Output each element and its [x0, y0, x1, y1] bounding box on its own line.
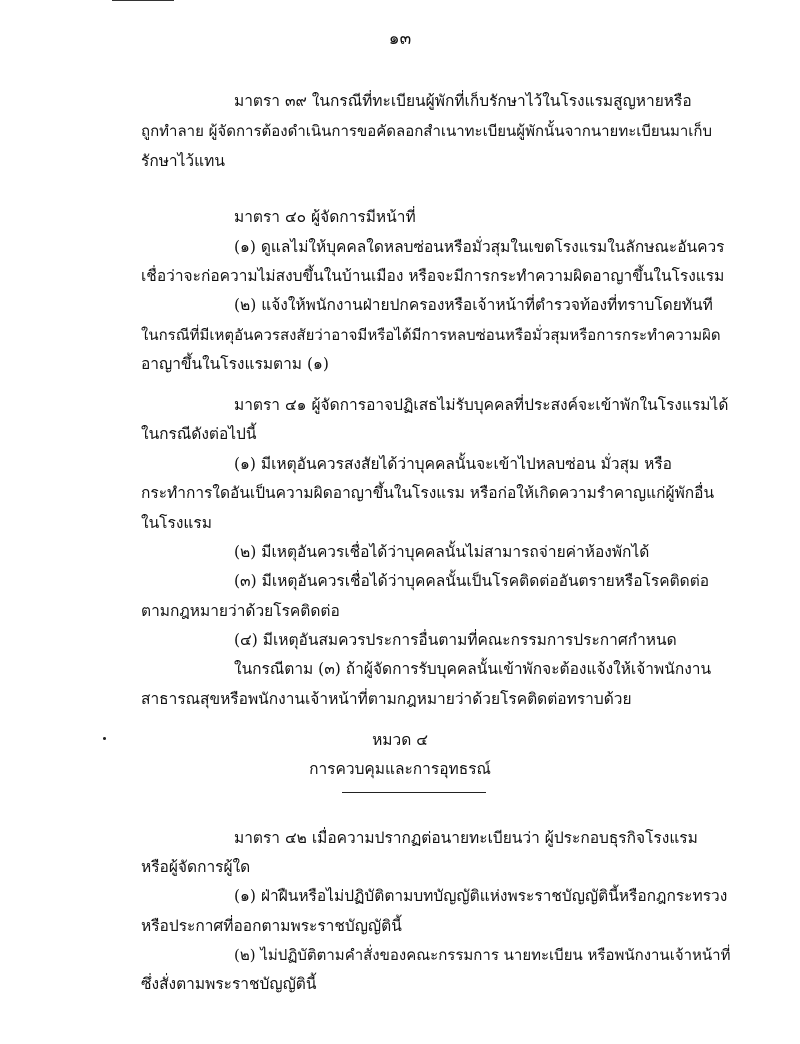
page-number: ๑๓ [388, 29, 412, 49]
section-40-line-3: เชื่อว่าจะก่อความไม่สงบขึ้นในบ้านเมือง หรือจะมีการกระทำความผิดอาญาขึ้นในโรงแรม [141, 267, 725, 285]
chapter-heading: หมวด ๔ [372, 731, 428, 749]
section-41-line-3: (๑) มีเหตุอันควรสงสัยได้ว่าบุคคลนั้นจะเข้าไปหลบซ่อน มั่วสุม หรือ [234, 455, 672, 473]
section-41-line-8: ตามกฎหมายว่าด้วยโรคติดต่อ [141, 602, 340, 620]
section-42-line-5: (๒) ไม่ปฏิบัติตามคำสั่งของคณะกรรมการ นายทะเบียน หรือพนักงานเจ้าหน้าที่ [234, 946, 731, 964]
section-41-line-5: ในโรงแรม [141, 514, 212, 532]
top-rule [112, 0, 174, 1]
section-40-line-1: มาตรา ๔๐ ผู้จัดการมีหน้าที่ [234, 208, 416, 226]
section-41-line-1: มาตรา ๔๑ ผู้จัดการอาจปฏิเสธไม่รับบุคคลที่ประสงค์จะเข้าพักในโรงแรมได้ [234, 396, 729, 414]
section-41-line-7: (๓) มีเหตุอันควรเชื่อได้ว่าบุคคลนั้นเป็นโรคติดต่ออันตรายหรือโรคติดต่อ [234, 572, 710, 590]
section-41-line-11: สาธารณสุขหรือพนักงานเจ้าหน้าที่ตามกฎหมายว่าด้วยโรคติดต่อทราบด้วย [141, 690, 632, 708]
chapter-rule [342, 792, 486, 793]
section-42-line-2: หรือผู้จัดการผู้ใด [141, 858, 251, 876]
section-42-line-3: (๑) ฝ่าฝืนหรือไม่ปฏิบัติตามบทบัญญัติแห่งพระราชบัญญัตินี้หรือกฎกระทรวง [234, 887, 728, 905]
section-40-line-6: อาญาขึ้นในโรงแรมตาม (๑) [141, 355, 329, 373]
section-40-line-4: (๒) แจ้งให้พนักงานฝ่ายปกครองหรือเจ้าหน้าที่ตำรวจท้องที่ทราบโดยทันที [234, 296, 713, 314]
section-42-line-6: ซึ่งสั่งตามพระราชบัญญัตินี้ [141, 975, 317, 993]
section-42-line-1: มาตรา ๔๒ เมื่อความปรากฏต่อนายทะเบียนว่า ผู้ประกอบธุรกิจโรงแรม [234, 829, 698, 847]
section-39-line-1: มาตรา ๓๙ ในกรณีที่ทะเบียนผู้พักที่เก็บรักษาไว้ในโรงแรมสูญหายหรือ [234, 92, 692, 110]
section-41-line-6: (๒) มีเหตุอันควรเชื่อได้ว่าบุคคลนั้นไม่สามารถจ่ายค่าห้องพักได้ [234, 543, 650, 561]
chapter-title: การควบคุมและการอุทธรณ์ [309, 760, 491, 778]
section-40-line-2: (๑) ดูแลไม่ให้บุคคลใดหลบซ่อนหรือมั่วสุมในเขตโรงแรมในลักษณะอันควร [234, 238, 725, 256]
section-41-line-2: ในกรณีดังต่อไปนี้ [141, 425, 257, 443]
section-42-line-4: หรือประกาศที่ออกตามพระราชบัญญัตินี้ [141, 917, 402, 935]
section-40-line-5: ในกรณีที่มีเหตุอันควรสงสัยว่าอาจมีหรือได้มีการหลบซ่อนหรือมั่วสุมหรือการกระทำความผิด [141, 326, 721, 344]
section-39-line-3: รักษาไว้แทน [141, 152, 225, 170]
section-41-line-9: (๔) มีเหตุอันสมควรประการอื่นตามที่คณะกรรมการประกาศกำหนด [234, 631, 677, 649]
section-41-line-10: ในกรณีตาม (๓) ถ้าผู้จัดการรับบุคคลนั้นเข้าพักจะต้องแจ้งให้เจ้าพนักงาน [234, 660, 712, 678]
section-41-line-4: กระทำการใดอันเป็นความผิดอาญาขึ้นในโรงแรม หรือก่อให้เกิดความรำคาญแก่ผู้พักอื่น [141, 484, 715, 502]
section-39-line-2: ถูกทำลาย ผู้จัดการต้องดำเนินการขอคัดลอกสำเนาทะเบียนผู้พักนั้นจากนายทะเบียนมาเก็บ [141, 122, 713, 140]
